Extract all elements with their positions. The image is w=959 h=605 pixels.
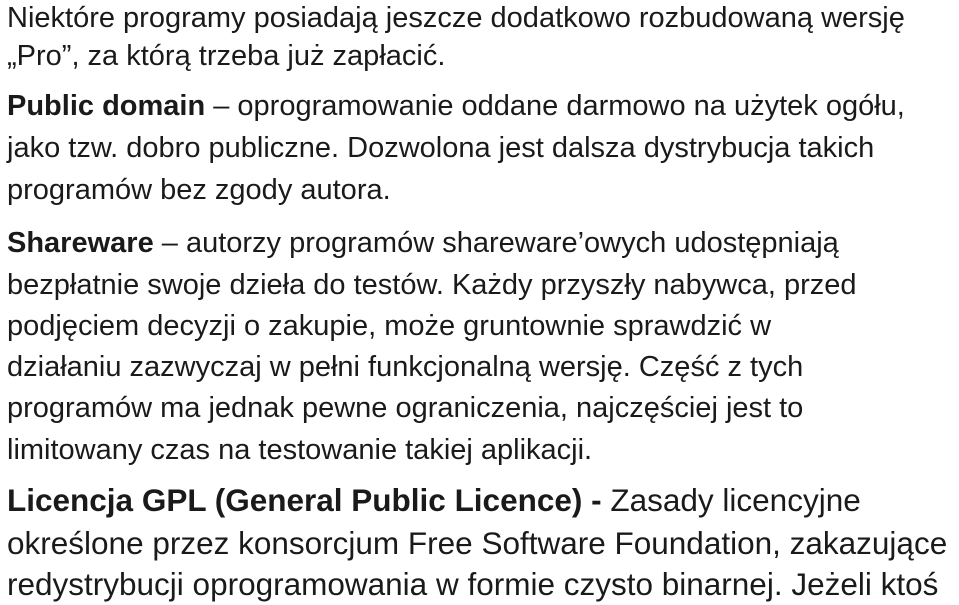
public-domain-line-3: programów bez zgody autora.	[7, 174, 391, 206]
pro-line-2: „Pro”, za którą trzeba już zapłacić.	[7, 40, 446, 72]
public-domain-line-2: jako tzw. dobro publiczne. Dozwolona jest dalsza dystrybucja takich	[7, 132, 875, 164]
shareware-line-4: działaniu zazwyczaj w pełni funkcjonalną wersję. Część z tych	[7, 351, 804, 383]
gpl-line-2: określone przez konsorcjum Free Software Foundation, zakazujące	[7, 525, 948, 561]
gpl-line-3: redystrybucji oprogramowania w formie czysto binarnej. Jeżeli ktoś	[7, 566, 939, 602]
shareware-term: Shareware	[7, 227, 154, 259]
gpl-line-1: Licencja GPL (General Public Licence) - Zasady licencyjne	[7, 482, 861, 518]
shareware-line-1: Shareware – autorzy programów shareware’owych udostępniają	[7, 227, 839, 259]
shareware-line-2: bezpłatnie swoje dzieła do testów. Każdy przyszły nabywca, przed	[7, 269, 857, 301]
pro-line-1: Niektóre programy posiadają jeszcze dodatkowo rozbudowaną wersję	[7, 2, 905, 34]
public-domain-line-1: Public domain – oprogramowanie oddane darmowo na użytek ogółu,	[7, 90, 905, 122]
shareware-line-3: podjęciem decyzji o zakupie, może gruntownie sprawdzić w	[7, 310, 772, 342]
shareware-line-5: programów ma jednak pewne ograniczenia, najczęściej jest to	[7, 392, 804, 424]
gpl-term: Licencja GPL (General Public Licence) -	[7, 482, 602, 518]
shareware-line-6: limitowany czas na testowanie takiej aplikacji.	[7, 434, 593, 466]
public-domain-term: Public domain	[7, 90, 206, 122]
